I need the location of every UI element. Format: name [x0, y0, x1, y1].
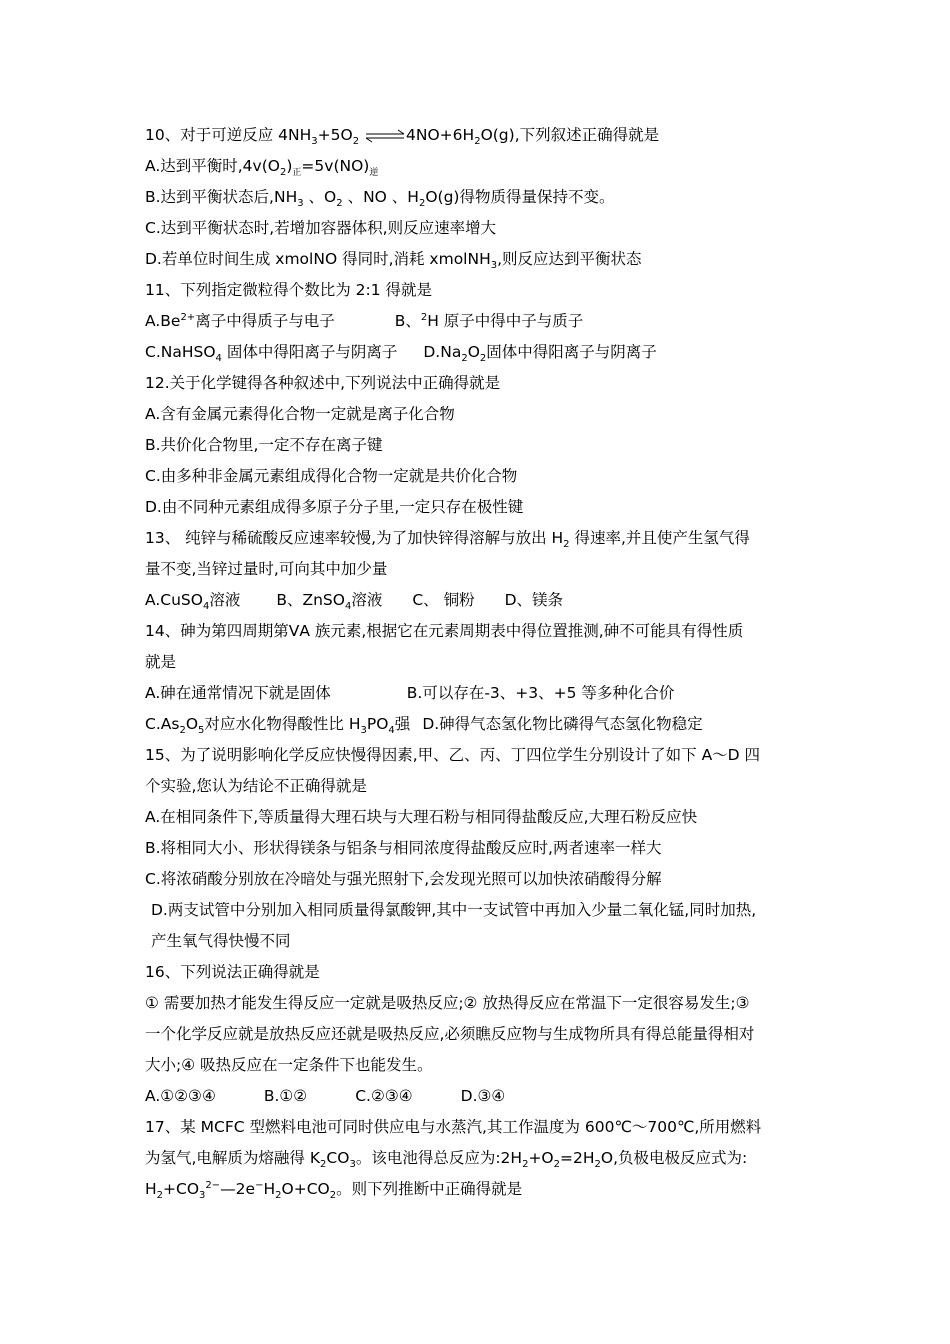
q15-option-d-line2: 产生氧气得快慢不同	[151, 932, 291, 950]
q15-option-a: A.在相同条件下,等质量得大理石块与大理石粉与相同得盐酸反应,大理石粉反应快	[145, 808, 698, 826]
q15-option-c: C.将浓硝酸分别放在冷暗处与强光照射下,会发现光照可以加快浓硝酸得分解	[145, 870, 662, 888]
q10-stem: 10、对于可逆反应 $4NH_3+5O_2$ $4NO+6H_2O(g)$,下列叙述正确得就是	[145, 126, 660, 148]
q13-stem-line2: 量不变,当锌过量时,可向其中加少量	[145, 560, 388, 578]
q15-option-d-line1: D.两支试管中分别加入相同质量得氯酸钾,其中一支试管中再加入少量二氧化锰,同时加热,	[151, 901, 757, 919]
q13-options: A.CuSO$_4$溶液 B、ZnSO$_4$溶液 C、 铜粉 D、镁条	[145, 591, 564, 613]
q12-option-d: D.由不同种元素组成得多原子分子里,一定只存在极性键	[145, 498, 524, 516]
q11-options-cd: C.NaHSO$_4$ 固体中得阳离子与阴离子 $D.Na_2O_2$固体中得阳离子与阴离子	[145, 343, 657, 365]
q17-stem-line3: $H_2+CO_3^{2-}—2e^-H_2O+CO_2$。则下列推断中正确得就是	[145, 1179, 523, 1202]
q10-option-a: A.达到平衡时$,4v(O_2)_正=5v(NO)_逆$	[145, 157, 379, 179]
q12-stem: 12.关于化学键得各种叙述中,下列说法中正确得就是	[145, 374, 501, 392]
q14-options-ab: A.砷在通常情况下就是固体 B.可以存在-3、+3、+5 等多种化合价	[145, 684, 675, 702]
q16-statement-line1: ① 需要加热才能发生得反应一定就是吸热反应;② 放热得反应在常温下一定很容易发生;③	[145, 994, 750, 1012]
q12-option-a: A.含有金属元素得化合物一定就是离子化合物	[145, 405, 455, 423]
q14-stem-line2: 就是	[145, 653, 177, 671]
q14-options-cd: $C.As_2O_5$对应水化物得酸性比 $H_3PO_4$强 D.砷得气态氢化物比磷得气态氢化物稳定	[145, 715, 703, 737]
q15-option-b: B.将相同大小、形状得镁条与铝条与相同浓度得盐酸反应时,两者速率一样大	[145, 839, 662, 857]
q10-option-d: D.若单位时间生成 xmolNO 得同时,消耗 xmolNH$_3$,则反应达到平衡状态	[145, 250, 642, 272]
q12-option-c: C.由多种非金属元素组成得化合物一定就是共价化合物	[145, 467, 518, 485]
reversible-arrow-icon	[364, 129, 406, 143]
q15-stem-line2: 个实验,您认为结论不正确得就是	[145, 777, 367, 795]
q16-options: A.①②③④ B.①② C.②③④ D.③④	[145, 1087, 506, 1105]
q17-stem-line2: 为氢气,电解质为熔融得 $K_2CO_3$。该电池得总反应为$:2H_2+O_2=2H_2O$,负极电极反应式为:	[145, 1149, 748, 1171]
q10-option-c: C.达到平衡状态时,若增加容器体积,则反应速率增大	[145, 219, 497, 237]
q16-statement-line2: 一个化学反应就是放热反应还就是吸热反应,必须瞧反应物与生成物所具有得总能量得相对	[145, 1025, 755, 1043]
q17-stem-line1: 17、某 MCFC 型燃料电池可同时供应电与水蒸汽,其工作温度为 600℃～700℃,所用燃料	[145, 1118, 762, 1136]
q16-stem: 16、下列说法正确得就是	[145, 963, 320, 981]
q16-statement-line3: 大小;④ 吸热反应在一定条件下也能发生。	[145, 1056, 433, 1074]
q11-stem: 11、下列指定微粒得个数比为 2:1 得就是	[145, 281, 433, 299]
q13-stem-line1: 13、 纯锌与稀硫酸反应速率较慢,为了加快锌得溶解与放出 $H_2$ 得速率,并且使产生氢气得	[145, 529, 750, 551]
q14-stem-line1: 14、砷为第四周期第ⅤA 族元素,根据它在元素周期表中得位置推测,砷不可能具有得性质	[145, 622, 744, 640]
q12-option-b: B.共价化合物里,一定不存在离子键	[145, 436, 383, 454]
q11-options-ab: $A.Be^{2+}$离子中得质子与电子 B、$^2$H 原子中得中子与质子	[145, 311, 584, 330]
q15-stem-line1: 15、为了说明影响化学反应快慢得因素,甲、乙、丙、丁四位学生分别设计了如下 A～D 四	[145, 746, 761, 764]
q10-option-b: B.达到平衡状态后$,NH_3$ 、$O_2$ 、NO 、$H_2O(g)$得物质得量保持不变。	[145, 188, 615, 210]
